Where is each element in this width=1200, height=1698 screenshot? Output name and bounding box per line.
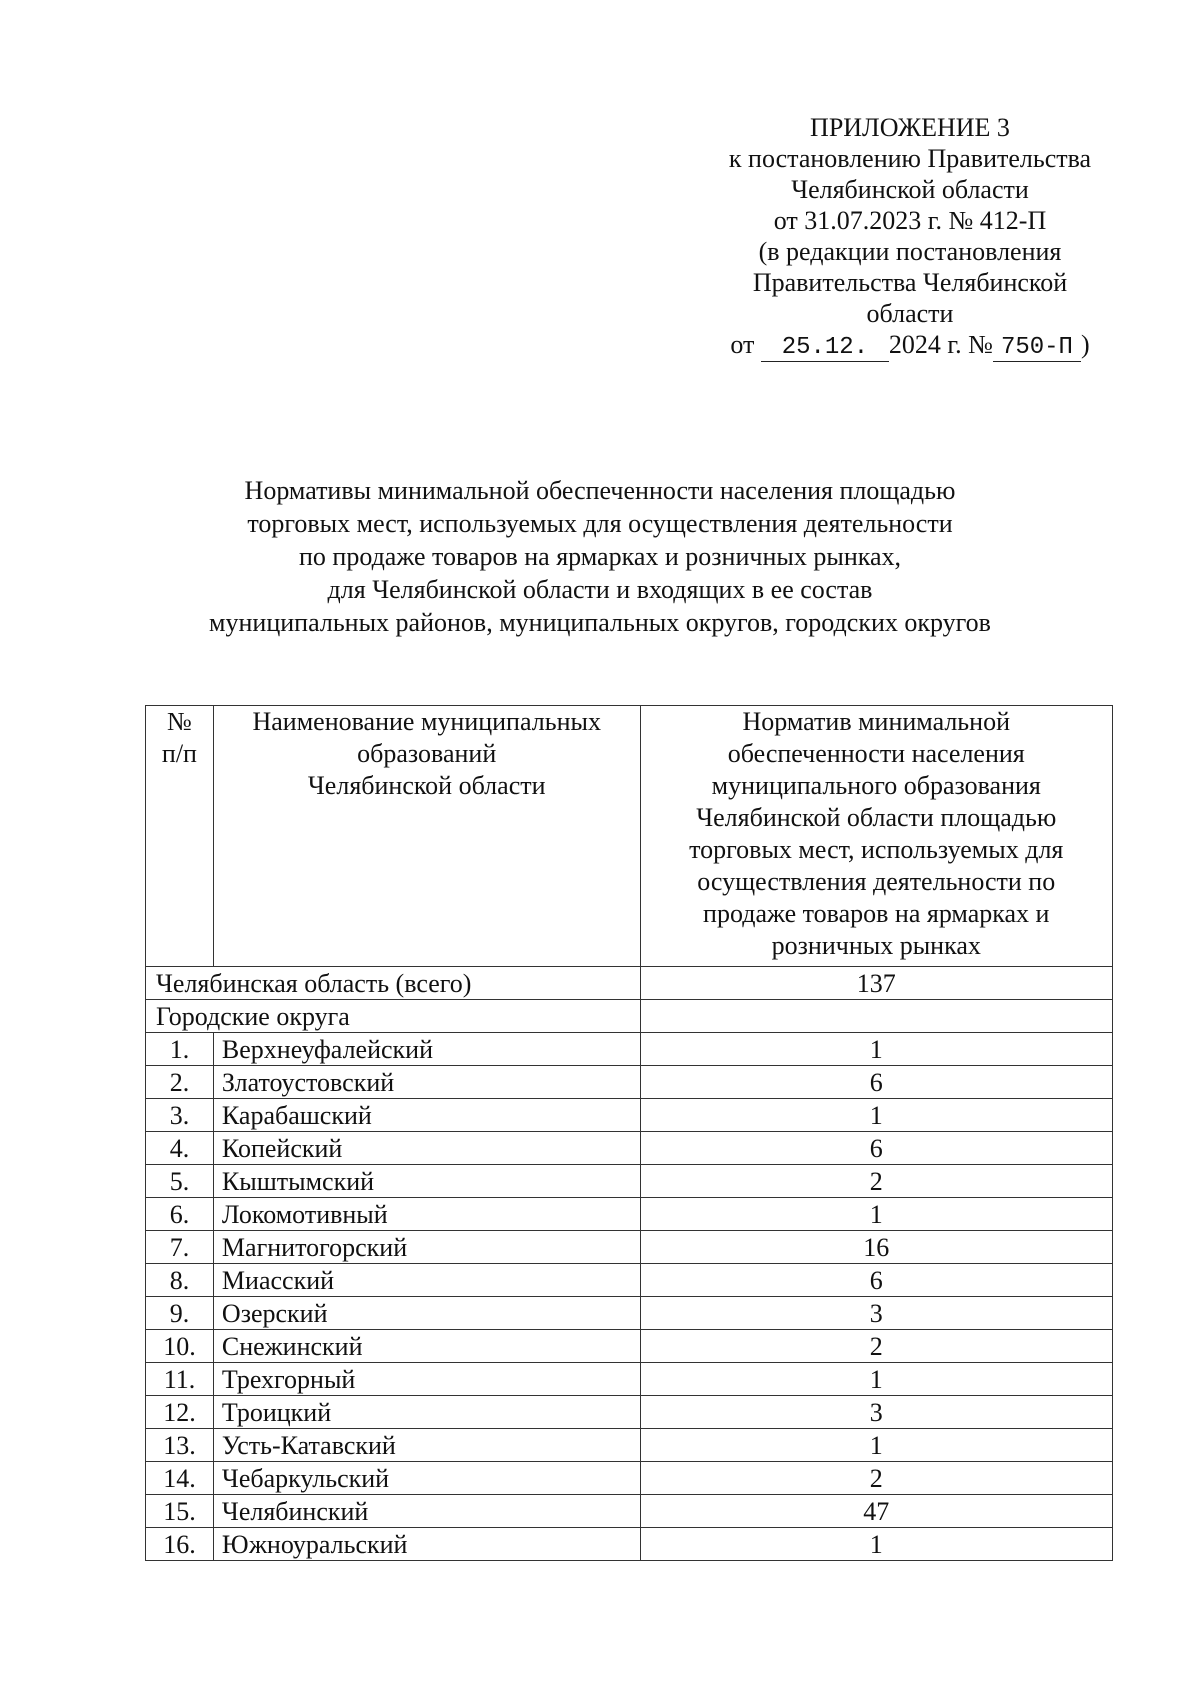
approval-line: от 31.07.2023 г. № 412-П — [773, 206, 1047, 235]
norm-value: 2 — [640, 1462, 1112, 1495]
table-row — [146, 1165, 1113, 1198]
row-number: 9. — [146, 1297, 214, 1330]
table-body — [146, 1033, 1113, 1561]
table-row — [146, 1099, 1113, 1132]
municipality-name: Карабашский — [213, 1099, 640, 1132]
norm-value: 1 — [640, 1429, 1112, 1462]
section-row — [146, 1000, 1113, 1033]
row-number: 16. — [146, 1528, 214, 1561]
title-line: муниципальных районов, муниципальных округов, городских округов — [209, 608, 991, 637]
row-number: 7. — [146, 1231, 214, 1264]
amendment-number: 750-П — [993, 335, 1081, 362]
table-header-row — [146, 706, 1113, 967]
amendment-date: 25.12. — [761, 335, 889, 362]
table-row — [146, 1396, 1113, 1429]
row-number: 3. — [146, 1099, 214, 1132]
approval-block — [700, 112, 1120, 362]
approval-line: области — [866, 299, 954, 328]
municipality-name: Челябинский — [213, 1495, 640, 1528]
row-number: 12. — [146, 1396, 214, 1429]
approval-line: Правительства Челябинской — [752, 268, 1068, 297]
municipality-name: Локомотивный — [213, 1198, 640, 1231]
norm-value: 3 — [640, 1297, 1112, 1330]
norm-value: 2 — [640, 1330, 1112, 1363]
table-row — [146, 1198, 1113, 1231]
row-number: 15. — [146, 1495, 214, 1528]
row-number: 8. — [146, 1264, 214, 1297]
norm-value: 6 — [640, 1132, 1112, 1165]
table-row — [146, 1033, 1113, 1066]
header-name: Наименование муниципальных образований Челябинской области — [213, 706, 640, 967]
norm-value: 6 — [640, 1264, 1112, 1297]
row-number: 5. — [146, 1165, 214, 1198]
municipality-name: Златоустовский — [213, 1066, 640, 1099]
title-line: по продаже товаров на ярмарках и розничных рынках, — [298, 542, 902, 571]
row-number: 13. — [146, 1429, 214, 1462]
table-row — [146, 1429, 1113, 1462]
municipality-name: Копейский — [213, 1132, 640, 1165]
norm-value: 1 — [640, 1099, 1112, 1132]
total-label: Челябинская область (всего) — [146, 967, 641, 1000]
municipality-name: Кыштымский — [213, 1165, 640, 1198]
approval-line: (в редакции постановления — [758, 237, 1062, 266]
approval-line: Челябинской области — [791, 175, 1029, 204]
header-norm: Норматив минимальной обеспеченности населения муниципального образования Челябинской области площадью торговых мест, используемых для осуществления деятельности по продаже товаров на ярмарках и розничных рынках — [640, 706, 1112, 967]
municipality-name: Озерский — [213, 1297, 640, 1330]
norm-value: 1 — [640, 1528, 1112, 1561]
amendment-date-line — [700, 329, 1120, 362]
norm-value: 2 — [640, 1165, 1112, 1198]
closing-paren: ) — [1080, 330, 1090, 359]
title-line: для Челябинской области и входящих в ее состав — [327, 575, 873, 604]
norm-value: 1 — [640, 1033, 1112, 1066]
table-row — [146, 1363, 1113, 1396]
row-number: 14. — [146, 1462, 214, 1495]
table-row — [146, 1528, 1113, 1561]
norm-value: 1 — [640, 1198, 1112, 1231]
table-row — [146, 1132, 1113, 1165]
row-number: 4. — [146, 1132, 214, 1165]
table-row — [146, 1462, 1113, 1495]
document-title — [150, 474, 1050, 639]
table-row — [146, 1330, 1113, 1363]
title-line: Нормативы минимальной обеспеченности населения площадью — [244, 476, 956, 505]
table-row — [146, 1264, 1113, 1297]
row-number: 6. — [146, 1198, 214, 1231]
header-number: № п/п — [146, 706, 214, 967]
municipality-name: Усть-Катавский — [213, 1429, 640, 1462]
norm-value: 1 — [640, 1363, 1112, 1396]
norm-value: 16 — [640, 1231, 1112, 1264]
municipality-name: Чебаркульский — [213, 1462, 640, 1495]
total-row — [146, 967, 1113, 1000]
table-row — [146, 1297, 1113, 1330]
title-line: торговых мест, используемых для осуществления деятельности — [247, 509, 953, 538]
table-row — [146, 1066, 1113, 1099]
municipality-name: Трехгорный — [213, 1363, 640, 1396]
row-number: 2. — [146, 1066, 214, 1099]
norms-table — [145, 705, 1113, 1561]
row-number: 10. — [146, 1330, 214, 1363]
municipality-name: Южноуральский — [213, 1528, 640, 1561]
section-label: Городские округа — [146, 1000, 641, 1033]
section-value — [640, 1000, 1112, 1033]
municipality-name: Троицкий — [213, 1396, 640, 1429]
approval-line: к постановлению Правительства — [728, 144, 1092, 173]
total-value: 137 — [640, 967, 1112, 1000]
table-row — [146, 1231, 1113, 1264]
municipality-name: Снежинский — [213, 1330, 640, 1363]
row-number: 11. — [146, 1363, 214, 1396]
norm-value: 47 — [640, 1495, 1112, 1528]
norm-value: 3 — [640, 1396, 1112, 1429]
municipality-name: Магнитогорский — [213, 1231, 640, 1264]
year-text: 2024 г. № — [888, 330, 993, 359]
table-row — [146, 1495, 1113, 1528]
row-number: 1. — [146, 1033, 214, 1066]
norm-value: 6 — [640, 1066, 1112, 1099]
municipality-name: Миасский — [213, 1264, 640, 1297]
approval-line: ПРИЛОЖЕНИЕ 3 — [810, 113, 1010, 142]
date-prefix: от — [730, 330, 755, 359]
municipality-name: Верхнеуфалейский — [213, 1033, 640, 1066]
